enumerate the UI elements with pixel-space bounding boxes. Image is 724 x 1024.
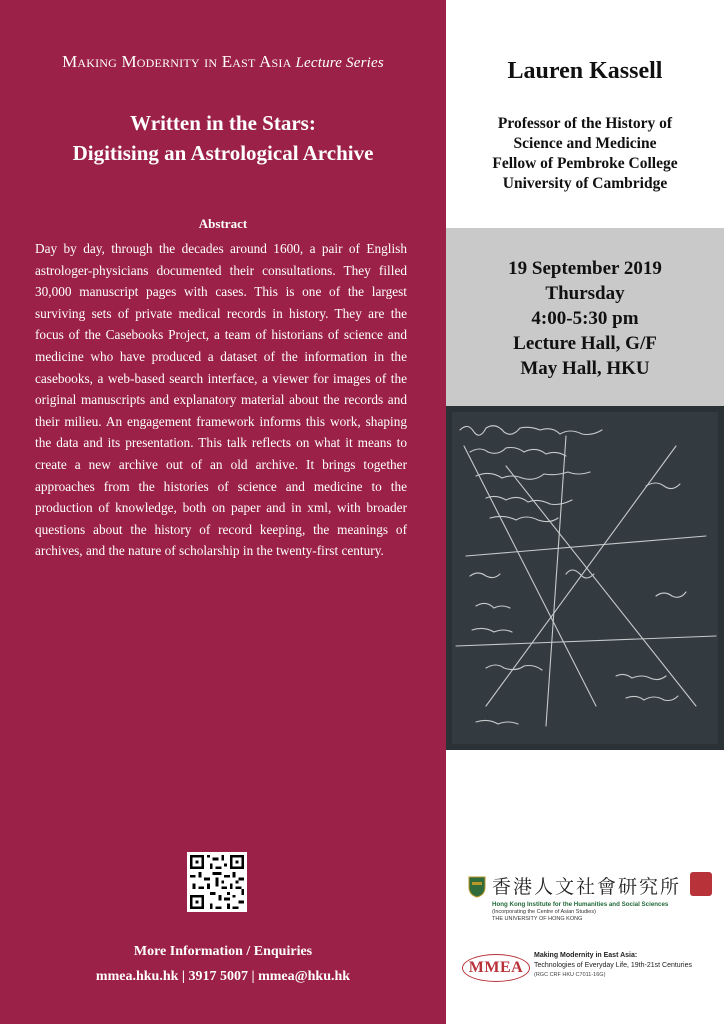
mmea-logo — [462, 950, 722, 990]
mmea-grant: (RGC CRF HKU C7011-16G) — [534, 972, 606, 978]
abstract-heading: Abstract — [198, 216, 248, 231]
mmea-abbreviation: MMEA — [462, 954, 530, 982]
speaker-name: Lauren Kassell — [507, 58, 663, 84]
event-venue-line-2: May Hall, HKU — [520, 358, 650, 379]
mmea-subtitle: Technologies of Everyday Life, 19th-21st Centuries — [534, 962, 692, 969]
separator: | — [181, 969, 185, 984]
mmea-title: Making Modernity in East Asia: — [534, 952, 638, 959]
event-details — [446, 228, 724, 406]
series-suffix: Lecture Series — [295, 55, 384, 71]
hkihss-subtitle: (Incorporating the Centre of Asian Studies) — [492, 909, 596, 915]
hku-crest-icon — [468, 876, 486, 898]
partner-logos — [446, 750, 724, 1024]
talk-title — [20, 108, 426, 168]
separator: | — [251, 969, 255, 984]
website-link[interactable]: mmea.hku.hk — [95, 969, 179, 984]
hkihss-logo — [468, 872, 718, 928]
email-link[interactable]: mmea@hku.hk — [258, 969, 351, 984]
series-name: Making Modernity in East Asia — [62, 52, 292, 71]
phone-number: 3917 5007 — [188, 969, 248, 984]
talk-title-line-2: Digitising an Astrological Archive — [72, 141, 374, 165]
speaker-panel — [446, 0, 724, 1024]
affiliation-line: Professor of the History of — [497, 115, 673, 132]
affiliation-line: Fellow of Pembroke College — [492, 155, 678, 172]
hku-name: THE UNIVERSITY OF HONG KONG — [492, 916, 583, 922]
qr-code-icon[interactable] — [187, 852, 247, 912]
abstract-text: Day by day, through the decades around 1600, a pair of English astrologer-physicians documented their consultations. They filled 30,000 manuscript pages with cases. This is one of the largest surviving sets of private medical records in history. They are the focus of the Casebooks Project, a team of historians of science and medicine who have produced a dataset of the information in the casebooks, a web-based search interface, a viewer for images of the original manuscripts and explanatory material about the records and their milieu. An engagement framework informs this work, shaping the data and its presentation. This talk reflects on what it means to create a new archive out of an old archive. It brings together approaches from the histories of science and medicine to the production of knowledge, both on paper and in xml, with broader questions about the history of record keeping, the meanings of archives, and the nature of scholarship in the twenty-first century. — [35, 241, 407, 559]
more-info-heading: More Information / Enquiries — [133, 944, 313, 959]
event-time: 4:00-5:30 pm — [531, 308, 639, 329]
speaker-affiliation — [446, 114, 724, 194]
event-day: Thursday — [545, 283, 625, 304]
series-title — [0, 52, 446, 72]
hkihss-chinese-name: 香港人文社會研究所 — [492, 876, 682, 898]
red-seal-icon — [690, 872, 712, 896]
manuscript-image — [446, 406, 724, 750]
event-venue-line-1: Lecture Hall, G/F — [513, 333, 657, 354]
contact-line — [0, 969, 446, 985]
hkihss-english-name: Hong Kong Institute for the Humanities and Social Sciences — [492, 901, 669, 908]
affiliation-line: Science and Medicine — [513, 135, 657, 152]
talk-title-line-1: Written in the Stars: — [130, 111, 316, 135]
affiliation-line: University of Cambridge — [502, 175, 668, 192]
speaker-block — [446, 0, 724, 228]
event-date: 19 September 2019 — [508, 258, 662, 279]
